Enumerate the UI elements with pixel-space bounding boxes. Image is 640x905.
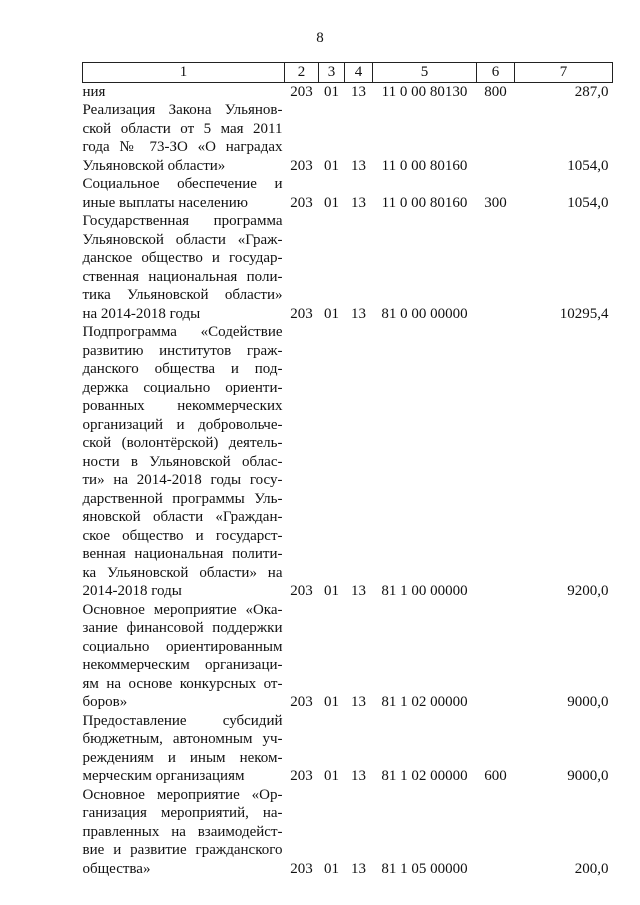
expense-type-cell: [477, 786, 515, 879]
row-name-line: на 2014-2018 годы: [82, 305, 201, 322]
table-row: [83, 786, 613, 879]
amount-cell: 200,0: [574, 860, 609, 877]
row-name-line: ности в Ульяновской облас-: [82, 453, 283, 470]
expense-type-cell: [477, 601, 515, 712]
row-name-line: венная национальная полити-: [82, 546, 283, 562]
section-code-cell: 203: [290, 694, 313, 710]
row-name-cell: [83, 601, 285, 712]
row-name-line: реждениям и иным неком-: [82, 749, 283, 766]
subsection-code2-cell: 13: [351, 860, 366, 877]
section-code-cell: 203: [290, 305, 313, 322]
header-col-3: 3: [319, 63, 345, 83]
table-row: [83, 601, 613, 712]
subsection-code-cell: 01: [324, 83, 339, 100]
row-name-line: Подпрограмма «Содействие: [82, 324, 283, 340]
table-row: [83, 101, 613, 175]
section-code-cell: 203: [290, 860, 313, 877]
row-name-line: рованных некоммерческих: [82, 398, 283, 414]
row-name-line: ти» на 2014-2018 годы госу-: [82, 472, 283, 488]
row-name-cell: [83, 175, 285, 212]
row-name-cell: [83, 712, 285, 786]
row-name-line: года № 73-ЗО «О наградах: [82, 139, 283, 155]
row-name-line: ское общество и государст-: [82, 527, 283, 544]
expense-type-cell: 800: [484, 83, 507, 100]
row-name-line: ской (волонтёрской) деятель-: [82, 435, 283, 451]
section-code-cell: 203: [290, 157, 313, 174]
header-col-2: 2: [285, 63, 319, 83]
expense-type-cell: [477, 323, 515, 601]
row-name-line: иные выплаты населению: [82, 194, 248, 211]
row-name-line: социально ориентированным: [82, 638, 283, 655]
page-number: 8: [316, 30, 324, 46]
row-name-line: Социальное обеспечение и: [82, 176, 283, 192]
row-name-line: Ульяновской области»: [82, 157, 226, 174]
amount-cell: 287,0: [574, 83, 609, 100]
row-name-line: ка Ульяновской области» на: [82, 564, 283, 581]
row-name-cell: [83, 82, 285, 101]
row-name-line: вие и развитие гражданского: [82, 842, 283, 858]
section-code-cell: 203: [290, 768, 313, 784]
subsection-code2-cell: 13: [351, 194, 366, 211]
row-name-line: бюджетным, автономным уч-: [82, 731, 283, 747]
target-article-cell: 81 0 00 00000: [381, 305, 468, 322]
subsection-code-cell: 01: [324, 157, 339, 174]
table-row: [83, 82, 613, 101]
row-name-line: 2014-2018 годы: [82, 583, 182, 599]
row-name-line: ской области от 5 мая 2011: [82, 120, 283, 137]
row-name-line: яновской области «Граждан-: [82, 509, 283, 525]
table-row: [83, 175, 613, 212]
expense-type-cell: 300: [484, 194, 507, 211]
target-article-cell: 81 1 00 00000: [381, 583, 468, 599]
table-header: [83, 63, 613, 83]
row-name-line: данское общество и государ-: [82, 250, 283, 266]
row-name-line: ям на основе конкурсных от-: [82, 675, 283, 692]
row-name-line: Основное мероприятие «Ока-: [82, 601, 283, 618]
target-article-cell: 11 0 00 80160: [381, 194, 468, 211]
expense-type-cell: [477, 101, 515, 175]
subsection-code2-cell: 13: [351, 768, 366, 784]
row-name-line: правленных на взаимодейст-: [82, 823, 283, 840]
subsection-code-cell: 01: [324, 583, 339, 599]
target-article-cell: 81 1 02 00000: [381, 768, 468, 784]
row-name-line: тика Ульяновской области»: [82, 287, 283, 303]
row-name-cell: [83, 786, 285, 879]
row-name-line: держка социально ориенти-: [82, 379, 283, 396]
section-code-cell: 203: [290, 194, 313, 211]
row-name-cell: [83, 212, 285, 323]
row-name-line: развитию институтов граж-: [82, 342, 283, 359]
section-code-cell: 203: [290, 83, 313, 100]
row-name-cell: [83, 101, 285, 175]
subsection-code-cell: 01: [324, 694, 339, 710]
amount-cell: 10295,4: [559, 305, 609, 322]
subsection-code-cell: 01: [324, 194, 339, 211]
table-row: [83, 212, 613, 323]
subsection-code2-cell: 13: [351, 83, 366, 100]
amount-cell: 9200,0: [567, 583, 609, 599]
subsection-code2-cell: 13: [351, 694, 366, 710]
row-name-line: Предоставление субсидий: [82, 712, 283, 729]
row-name-line: данского общества и под-: [82, 361, 283, 377]
row-name-line: некоммерческим организаци-: [82, 657, 283, 673]
row-name-line: дарственной программы Уль-: [82, 490, 283, 507]
row-name-cell: [83, 323, 285, 601]
row-name-line: Основное мероприятие «Ор-: [82, 786, 283, 803]
header-col-1: 1: [83, 63, 285, 83]
section-code-cell: 203: [290, 583, 313, 599]
row-name-line: ственная национальная поли-: [82, 268, 283, 285]
target-article-cell: 11 0 00 80130: [381, 83, 468, 100]
row-name-line: мерческим организациям: [82, 768, 245, 784]
table-row: [83, 712, 613, 786]
subsection-code2-cell: 13: [351, 305, 366, 322]
header-col-7: 7: [515, 63, 613, 83]
header-col-6: 6: [477, 63, 515, 83]
row-name-line: ганизация мероприятий, на-: [82, 805, 283, 821]
row-name-line: зание финансовой поддержки: [82, 620, 283, 636]
row-name-line: организаций и добровольче-: [82, 416, 283, 433]
subsection-code-cell: 01: [324, 860, 339, 877]
amount-cell: 9000,0: [567, 694, 609, 710]
table-body: [83, 82, 613, 878]
target-article-cell: 81 1 02 00000: [381, 694, 468, 710]
amount-cell: 1054,0: [567, 194, 609, 211]
amount-cell: 9000,0: [567, 768, 609, 784]
header-col-5: 5: [373, 63, 477, 83]
target-article-cell: 81 1 05 00000: [381, 860, 468, 877]
expense-type-cell: 600: [484, 768, 507, 784]
target-article-cell: 11 0 00 80160: [381, 157, 468, 174]
table-row: [83, 323, 613, 601]
header-row: [83, 63, 613, 83]
row-name-line: Государственная программа: [82, 213, 283, 229]
row-name-line: ния: [82, 83, 106, 100]
subsection-code2-cell: 13: [351, 583, 366, 599]
row-name-line: боров»: [82, 694, 128, 710]
row-name-line: Ульяновской области «Граж-: [82, 231, 283, 248]
subsection-code-cell: 01: [324, 768, 339, 784]
header-col-4: 4: [345, 63, 373, 83]
row-name-line: общества»: [82, 860, 151, 877]
subsection-code-cell: 01: [324, 305, 339, 322]
budget-table: [82, 62, 613, 878]
row-name-line: Реализация Закона Ульянов-: [82, 102, 283, 118]
subsection-code2-cell: 13: [351, 157, 366, 174]
amount-cell: 1054,0: [567, 157, 609, 174]
expense-type-cell: [477, 212, 515, 323]
